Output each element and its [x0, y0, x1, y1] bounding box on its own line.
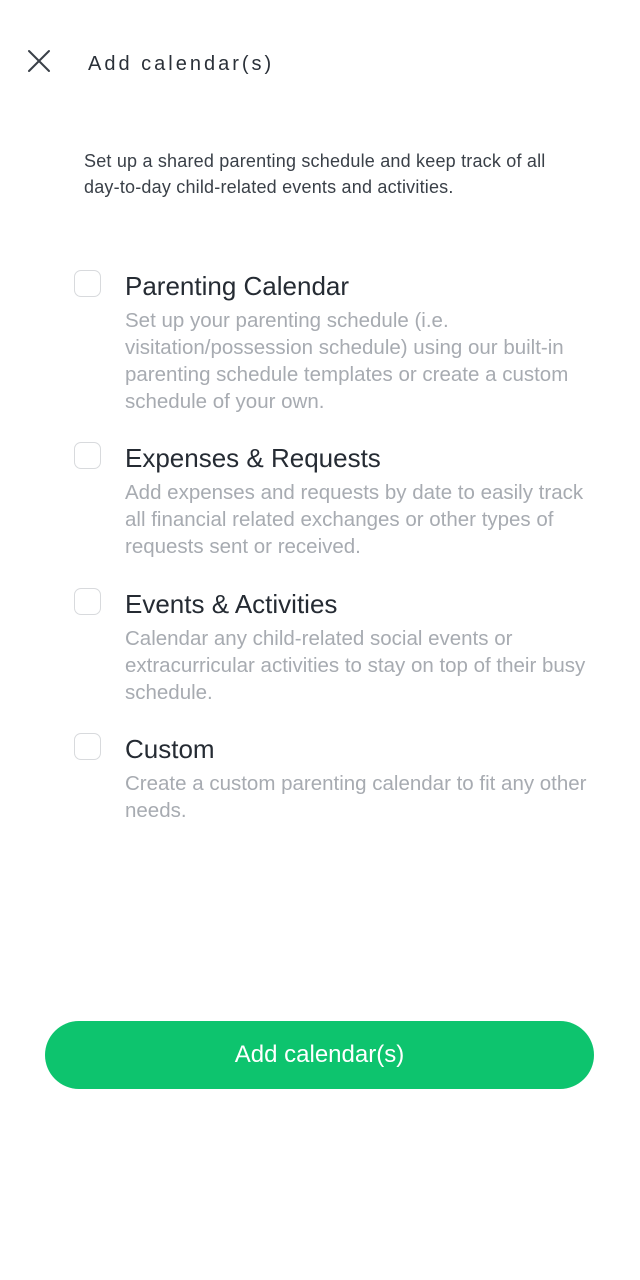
- option-events-activities[interactable]: [74, 586, 594, 706]
- option-title: Events & Activities: [125, 589, 338, 619]
- intro-text: Set up a shared parenting schedule and keep track of all day-to-day child-related events and activities.: [84, 151, 546, 197]
- header: [0, 0, 640, 130]
- option-title: Expenses & Requests: [125, 443, 381, 473]
- page-title: Add calendar(s): [88, 53, 275, 75]
- close-button[interactable]: [22, 44, 56, 78]
- calendar-options-list: [74, 268, 594, 824]
- option-title: Custom: [125, 734, 215, 764]
- option-description: Calendar any child-related social events or extracurricular activities to stay on top of their busy schedule.: [125, 627, 586, 704]
- option-custom[interactable]: [74, 731, 594, 824]
- option-expenses-requests[interactable]: [74, 440, 594, 560]
- checkbox-events-activities[interactable]: [74, 588, 101, 615]
- add-calendars-button[interactable]: Add calendar(s): [45, 1021, 594, 1089]
- checkbox-expenses-requests[interactable]: [74, 442, 101, 469]
- checkbox-parenting-calendar[interactable]: [74, 270, 101, 297]
- checkbox-custom[interactable]: [74, 733, 101, 760]
- option-description: Add expenses and requests by date to easily track all financial related exchanges or other types of requests sent or received.: [125, 481, 584, 558]
- option-description: Create a custom parenting calendar to fit any other needs.: [125, 772, 587, 822]
- option-title: Parenting Calendar: [125, 271, 350, 301]
- option-parenting-calendar[interactable]: [74, 268, 594, 415]
- close-icon: [22, 44, 56, 78]
- option-description: Set up your parenting schedule (i.e. visitation/possession schedule) using our built-in parenting schedule templates or create a custom schedule of your own.: [125, 309, 569, 413]
